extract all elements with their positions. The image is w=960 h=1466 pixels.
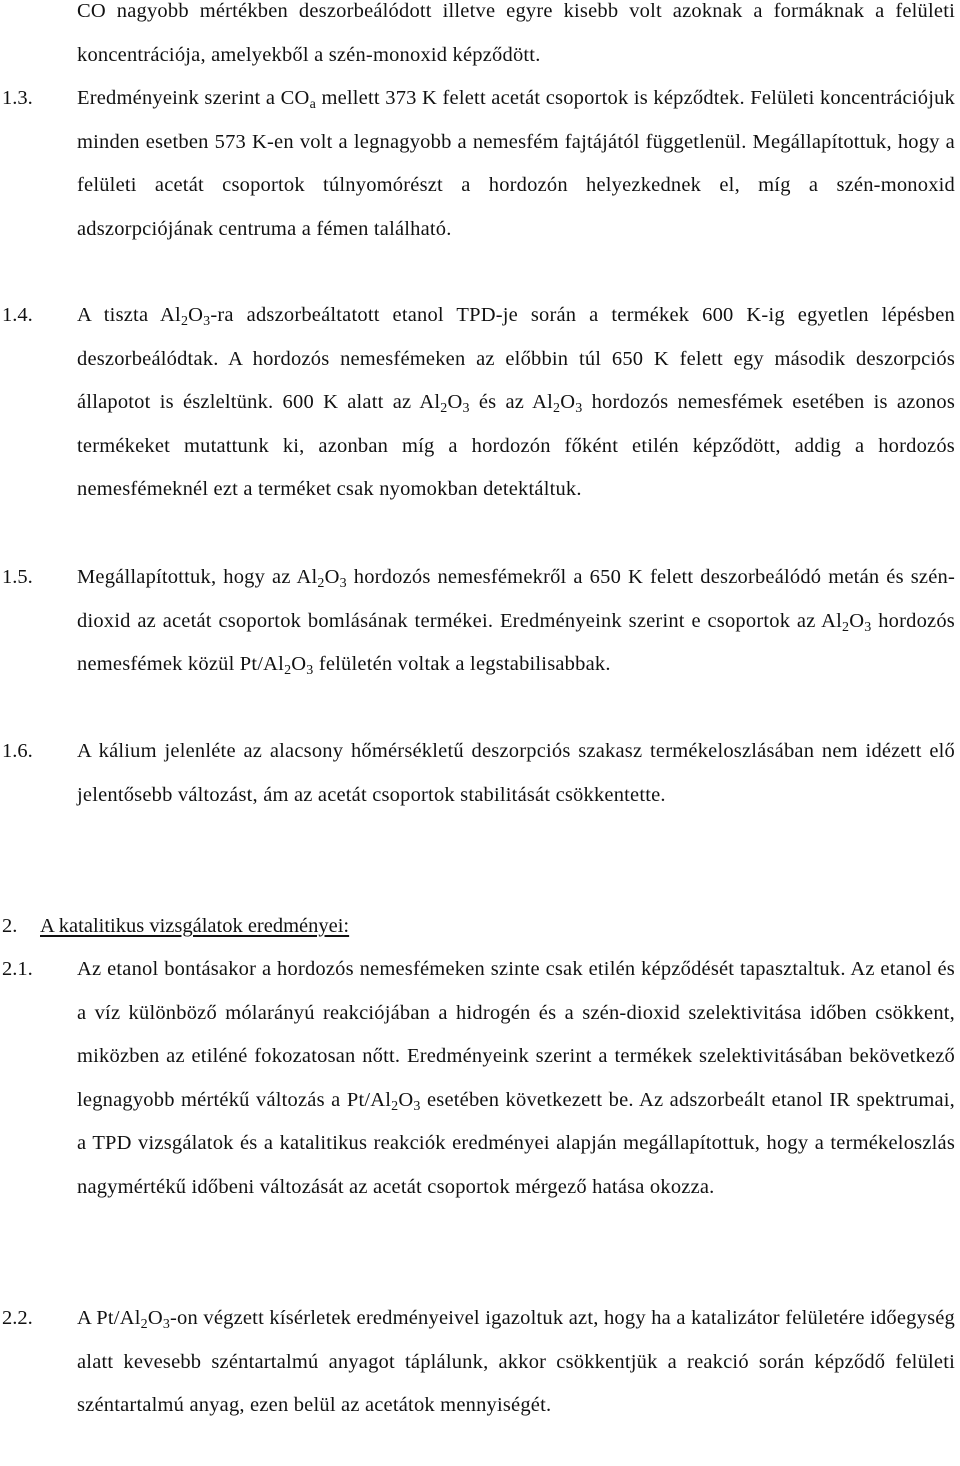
subscript: 3 <box>339 576 347 591</box>
text-run: O <box>849 609 865 632</box>
text-run: O <box>147 1307 163 1329</box>
text-run: hordozós nemesfémek közül Pt/Al <box>77 609 955 675</box>
subscript: 2 <box>140 1317 148 1332</box>
text-run: O <box>291 653 307 675</box>
paragraph-item <box>0 556 960 687</box>
subscript: 2 <box>440 401 448 416</box>
paragraph-text <box>77 1297 955 1428</box>
paragraph-text <box>77 77 955 251</box>
text-run: O <box>560 391 576 413</box>
text-run: A tiszta Al <box>77 304 181 326</box>
text-run: -on végzett kísérletek eredményeivel igazoltuk azt, hogy ha a katalizátor felületére időegység alatt kevesebb széntartalmú anyagot táplálunk, akkor csökkentjük a reakció során képződő felületi széntartalmú anyag, ezen belül az acetátok mennyiségét. <box>77 1307 956 1416</box>
paragraph-item <box>0 948 960 1209</box>
text-run: és az Al <box>469 391 554 413</box>
subscript: 3 <box>575 401 583 416</box>
subscript: 3 <box>462 401 470 416</box>
text-run: A kálium jelenléte az alacsony hőmérsékletű deszorpciós szakasz termékeloszlásában nem idézett elő jelentősebb változást, ám az acetát csoportok stabilitását csökkentette. <box>77 740 955 806</box>
paragraph-item <box>0 77 960 251</box>
text-run: O <box>447 391 463 413</box>
paragraph-number: 1.5. <box>2 566 33 588</box>
text-run: O <box>324 566 340 588</box>
subscript: 2 <box>180 314 189 329</box>
subscript: 2 <box>842 619 850 635</box>
text-run: O <box>188 304 204 326</box>
subscript: a <box>309 97 316 112</box>
paragraph-item <box>0 294 960 512</box>
paragraph-number: 2.2. <box>2 1307 33 1329</box>
section-heading-title: A katalitikus vizsgálatok eredményei: <box>40 915 350 937</box>
subscript: 2 <box>553 401 561 416</box>
paragraph-number: 1.4. <box>2 304 33 326</box>
text-run: Az etanol bontásakor a hordozós nemesfémeken szinte csak etilén képződését tapasztaltuk. Az etanol és a víz különböző mólarányú reakciójában a hidrogén és a szén-dioxid szelektivitása időben csökkent, miközben az etiléné fokozatosan nőtt. Eredményeink szerint a termékek szelektivitásában bekövetkező legnagyobb mértékű változás a Pt/Al <box>77 958 955 1111</box>
paragraph-number: 2.1. <box>2 958 33 980</box>
subscript: 3 <box>864 619 872 635</box>
paragraph-text <box>77 556 955 687</box>
text-run: esetében következett be. Az adszorbeált etanol IR spektrumai, a TPD vizsgálatok és a katalitikus reakciók eredményei alapján megállapítottuk, hogy a termékeloszlás nagymértékű időbeni változását az acetát csoportok mérgező hatása okozza. <box>77 1088 955 1198</box>
paragraph-text <box>77 0 955 77</box>
text-run: -ra adszorbeáltatott etanol TPD-je során a termékek 600 K-ig egyetlen lépésben deszorbeálódtak. A hordozós nemesfémeken az előbbin túl 650 K felett egy második deszorpciós állapotot is észleltünk. 600 K alatt az Al <box>77 304 955 413</box>
paragraph-number: 1.6. <box>2 740 33 762</box>
subscript: 3 <box>413 1098 421 1114</box>
text-run: hordozós nemesfémekről a 650 K felett deszorbeálódó metán és szén-dioxid az acetát csoportok bomlásának termékei. Eredményeink szerint e csoportok az Al <box>77 566 955 632</box>
section-heading-number: 2. <box>2 915 18 937</box>
subscript: 3 <box>162 1317 171 1332</box>
paragraph-text <box>77 948 955 1209</box>
paragraph-item <box>0 730 960 817</box>
subscript: 2 <box>317 576 325 591</box>
text-run: mellett 373 K felett acetát csoportok is képződtek. Felületi koncentrációjuk minden esetben 573 K-en volt a legnagyobb a nemesfém fajtájától függetlenül. Megállapítottuk, hogy a felületi acetát csoportok túlnyomórészt a hordozón helyezkednek el, míg a szén-monoxid adszorpciójának centruma a fémen található. <box>77 87 955 240</box>
subscript: 3 <box>306 663 314 678</box>
text-run: Eredményeink szerint a CO <box>77 87 310 109</box>
subscript: 2 <box>284 663 292 678</box>
subscript: 2 <box>391 1098 399 1114</box>
text-run: Megállapítottuk, hogy az Al <box>77 566 318 588</box>
paragraph-item <box>0 0 960 77</box>
subscript: 3 <box>203 314 211 329</box>
text-run: felületén voltak a legstabilisabbak. <box>313 653 611 675</box>
text-run: O <box>398 1088 414 1111</box>
paragraph-item <box>0 1297 960 1428</box>
text-run: hordozós nemesfémek esetében is azonos termékeket mutattunk ki, azonban míg a hordozón főként etilén képződött, addig a hordozós nemesfémeknél ezt a terméket csak nyomokban detektáltuk. <box>77 391 955 500</box>
text-run: A Pt/Al <box>77 1307 141 1329</box>
paragraph-text <box>77 294 955 512</box>
paragraph-text <box>77 730 955 817</box>
paragraph-number: 1.3. <box>2 87 33 109</box>
text-run: CO nagyobb mértékben deszorbeálódott illetve egyre kisebb volt azoknak a formáknak a felületi koncentrációja, amelyekből a szén-monoxid képződött. <box>77 0 955 66</box>
